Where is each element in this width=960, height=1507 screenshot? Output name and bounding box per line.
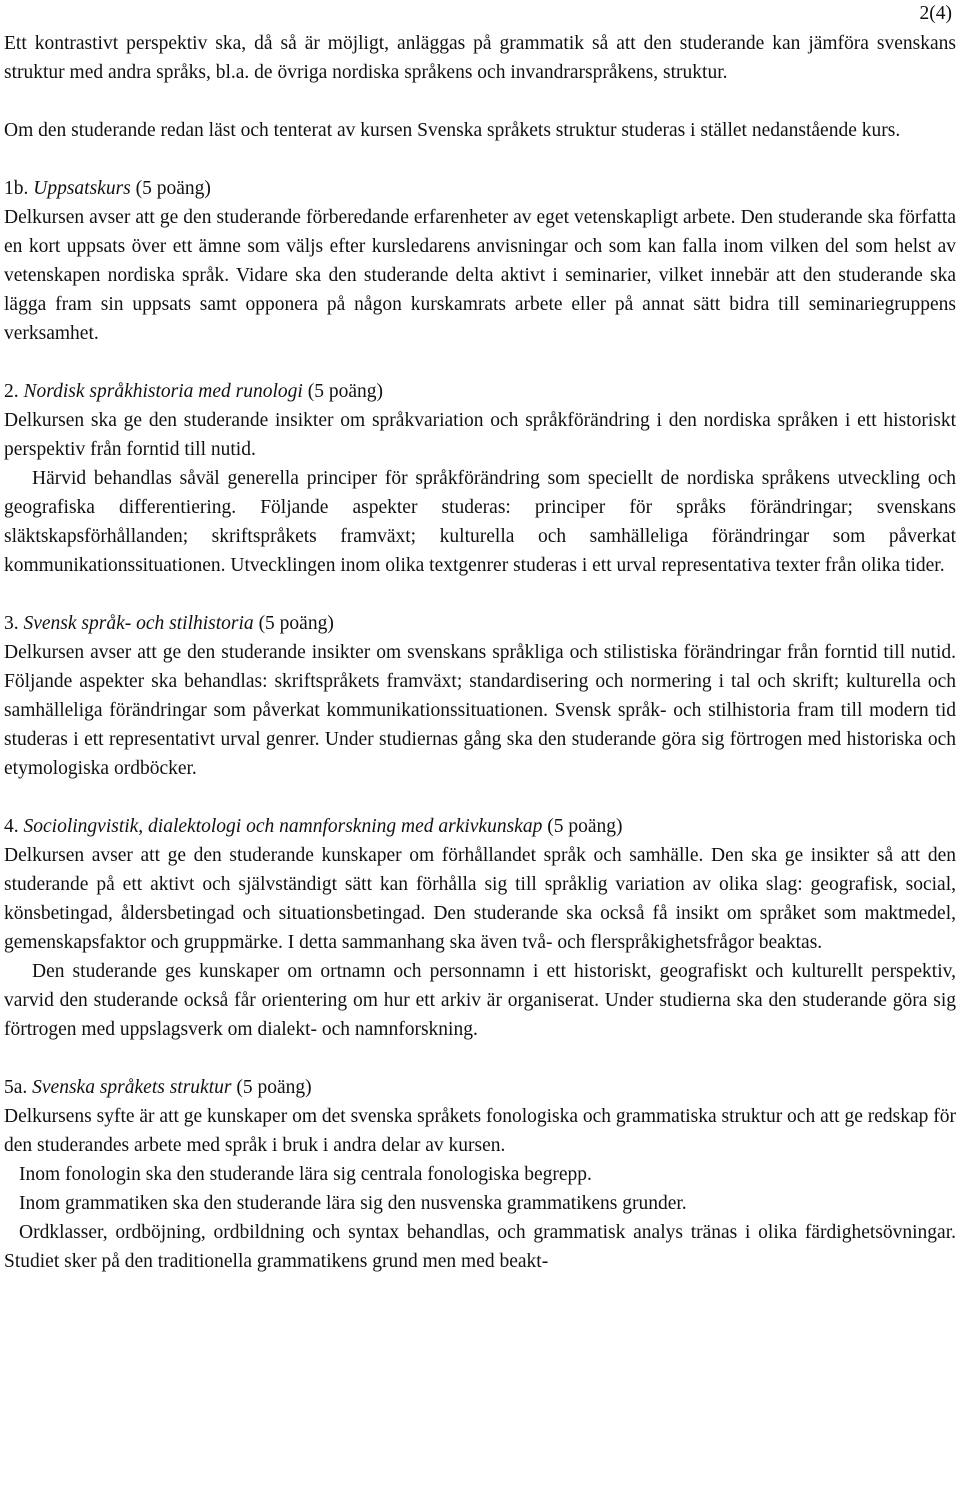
section-paragraph: Delkursen avser att ge den studerande insikter om svenskans språkliga och stilistiska förändringar från forntid till nutid. Följande aspekter ska behandlas: skriftspråkets framväxt; standardisering och normering i tal och skrift; kulturella och samhälleliga förändringar som påverkat kommunikationssituationen. Svensk språk- och stilhistoria fram till modern tid studeras i ett representativt urval genrer. Under studiernas gång ska den studerande göra sig förtrogen med historiska och etymologiska ordböcker. [4, 642, 956, 779]
section-paragraph: Delkursen avser att ge den studerande kunskaper om förhållandet språk och samhälle. Den ska ge insikter så att den studerande på ett aktivt och självständigt sätt kan förhålla sig till språklig variation av olika slag: geografisk, social, könsbetingad, åldersbetingad och situationsbetingad. Den studerande ska också få insikt om språket som maktmedel, gemenskapsfaktor och gruppmärke. I detta sammanhang ska även två- och flerspråkighetsfrågor beaktas. [4, 845, 956, 953]
section-credits: (5 poäng) [258, 613, 334, 634]
section-3 [4, 609, 956, 783]
document-page [4, 0, 956, 1276]
page-number: 2(4) [919, 3, 952, 24]
intro-paragraph-1: Ett kontrastivt perspektiv ska, då så är möjligt, anläggas på grammatik så att den studerande kan jämföra svenskans struktur med andra språks, bl.a. de övriga nordiska språkens och invandrarspråkens, struktur. [4, 33, 956, 83]
section-heading [4, 174, 956, 203]
section-heading [4, 377, 956, 406]
section-2 [4, 377, 956, 580]
section-credits: (5 poäng) [135, 178, 211, 199]
section-paragraph: Härvid behandlas såväl generella principer för språkförändring som speciellt de nordiska språkens utveckling och geografiska differentiering. Följande aspekter studeras: principer för språks förändringar; svenskans släktskapsförhållanden; skriftspråkets framväxt; kulturella och samhälleliga förändringar som påverkat kommunikationssituationen. Utvecklingen inom olika textgenrer studeras i ett urval representativa texter från olika tider. [4, 468, 956, 576]
section-paragraph: Delkursen avser att ge den studerande förberedande erfarenheter av eget vetenskapligt arbete. Den studerande ska författa en kort uppsats över ett ämne som väljs efter kursledarens anvisningar och som kan falla inom vilken del som helst av vetenskapen nordiska språk. Vidare ska den studerande delta aktivt i seminarier, vilket innebär att den studerande ska lägga fram sin uppsats samt opponera på någon kurskamrats arbete eller på annat sätt bidra till seminariegruppens verksamhet. [4, 207, 956, 344]
section-heading [4, 1073, 956, 1102]
section-paragraph: Inom grammatiken ska den studerande lära sig den nusvenska grammatikens grunder. [19, 1193, 687, 1214]
section-number: 5a. [4, 1077, 28, 1098]
section-number: 2. [4, 381, 19, 402]
section-paragraph: Delkursen ska ge den studerande insikter om språkvariation och språkförändring i den nordiska språken i ett historiskt perspektiv från forntid till nutid. [4, 410, 956, 460]
section-number: 3. [4, 613, 19, 634]
section-paragraph: Delkursens syfte är att ge kunskaper om det svenska språkets fonologiska och grammatiska struktur och att ge redskap för den studerandes arbete med språk i bruk i andra delar av kursen. [4, 1106, 956, 1156]
section-title: Nordisk språkhistoria med runologi [23, 381, 303, 402]
section-number: 1b. [4, 178, 29, 199]
section-title: Sociolingvistik, dialektologi och namnforskning med arkivkunskap [23, 816, 543, 837]
intro-paragraph-2: Om den studerande redan läst och tenterat av kursen Svenska språkets struktur studeras i stället nedanstående kurs. [4, 120, 901, 141]
section-paragraph: Inom fonologin ska den studerande lära sig centrala fonologiska begrepp. [19, 1164, 592, 1185]
section-paragraph: Ordklasser, ordböjning, ordbildning och syntax behandlas, och grammatisk analys tränas i olika färdighetsövningar. Studiet sker på den traditionella grammatikens grund men med beakt- [4, 1222, 956, 1272]
section-title: Uppsatskurs [33, 178, 131, 199]
section-5a [4, 1073, 956, 1276]
section-heading [4, 812, 956, 841]
section-credits: (5 poäng) [307, 381, 383, 402]
section-paragraph: Den studerande ges kunskaper om ortnamn och personnamn i ett historiskt, geografiskt och kulturellt perspektiv, varvid den studerande också får orientering om hur ett arkiv är organiserat. Under studierna ska den studerande göra sig förtrogen med uppslagsverk om dialekt- och namnforskning. [4, 961, 956, 1040]
section-credits: (5 poäng) [236, 1077, 312, 1098]
section-1b [4, 174, 956, 348]
section-4 [4, 812, 956, 1044]
section-title: Svensk språk- och stilhistoria [23, 613, 254, 634]
section-heading [4, 609, 956, 638]
section-number: 4. [4, 816, 19, 837]
section-title: Svenska språkets struktur [32, 1077, 232, 1098]
section-credits: (5 poäng) [547, 816, 623, 837]
